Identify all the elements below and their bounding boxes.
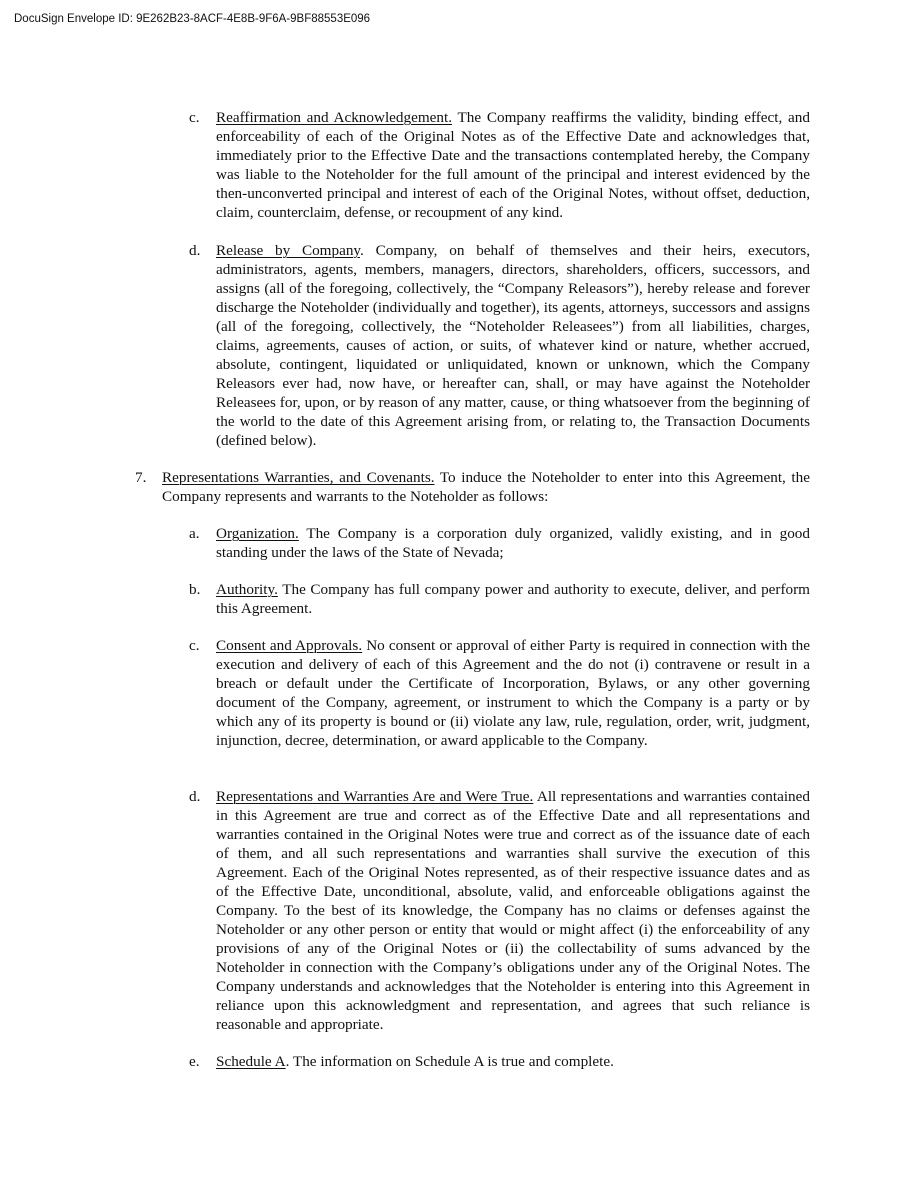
list-marker: d. (189, 242, 201, 259)
clause-body: . The information on Schedule A is true and complete. (285, 1053, 614, 1070)
section-7d-representations-true (189, 787, 810, 1034)
section-7e-schedule-a (189, 1052, 810, 1071)
clause-heading: Release by Company (216, 242, 361, 259)
section-6c-reaffirmation (189, 108, 810, 222)
clause-heading: Schedule A (216, 1053, 286, 1070)
list-marker: d. (189, 788, 201, 805)
clause-body: The Company reaffirms the validity, binding effect, and enforceability of each of the Original Notes as of the Effective Date and acknowledges that, immediately prior to the Effective Date and the transactions contemplated hereby, the Company was liable to the Noteholder for the full amount of the principal and interest evidenced by the then-unconverted principal and interest of each of the Original Notes, without offset, deduction, claim, counterclaim, defense, or recoupment of any kind. (216, 109, 810, 221)
clause-body: . Company, on behalf of themselves and their heirs, executors, administrators, agents, members, managers, directors, shareholders, officers, successors, and assigns (all of the foregoing, collectively, the “Company Releasors”), hereby release and forever discharge the Noteholder (individually and together), its agents, attorneys, successors and assigns (all of the foregoing, collectively, the “Noteholder Releasees”) from all liabilities, charges, claims, agreements, causes of action, or suits, of whatever kind or nature, whether accrued, absolute, contingent, liquidated or unliquidated, known or unknown, which the Company Releasors ever had, now have, or hereafter can, shall, or may have against the Noteholder Releasees for, upon, or by reason of any matter, cause, or thing whatsoever from the beginning of the world to the date of this Agreement arising from, or relating to, the Transaction Documents (defined below). (216, 242, 810, 449)
clause-heading: Authority. (216, 581, 278, 598)
clause-heading: Consent and Approvals. (216, 637, 363, 654)
clause-heading: Organization. (216, 525, 299, 542)
list-marker: c. (189, 109, 200, 126)
section-7-representations (135, 468, 810, 506)
section-body: To induce the Noteholder to enter into this Agreement, the Company represents and warrants to the Noteholder as follows: (162, 469, 810, 505)
clause-body: All representations and warranties contained in this Agreement are true and correct as of the Effective Date and all representations and warranties contained in the Original Notes were true and correct as of the issuance date of each of them, and all such representations and warranties shall survive the execution of this Agreement. Each of the Original Notes represented, as of their respective issuance dates and as of the Effective Date, unconditional, absolute, valid, and enforceable obligations against the Company. To the best of its knowledge, the Company has no claims or defenses against the Noteholder or any other person or entity that would or might affect (i) the enforceability of any provisions of any of the Original Notes or (ii) the collectability of sums advanced by the Noteholder in connection with the Company’s obligations under any of the Original Notes. The Company understands and acknowledges that the Noteholder is entering into this Agreement in reliance upon this acknowledgment and representation, and agrees that such reliance is reasonable and appropriate. (216, 788, 810, 1033)
section-7b-authority (189, 580, 810, 618)
section-7a-organization (189, 524, 810, 562)
section-6d-release-by-company (189, 241, 810, 450)
list-marker: a. (189, 525, 200, 542)
clause-body: The Company has full company power and authority to execute, deliver, and perform this Agreement. (216, 581, 810, 617)
section-7c-consent-and-approvals (189, 636, 810, 750)
section-number: 7. (135, 469, 147, 486)
clause-body: No consent or approval of either Party is required in connection with the execution and delivery of each of this Agreement and the do not (i) contravene or result in a breach or default under the Certificate of Incorporation, Bylaws, or any other governing document of the Company, agreement, or instrument to which the Company is a party or by which any of its property is bound or (ii) violate any law, rule, regulation, order, writ, judgment, injunction, decree, determination, or award applicable to the Company. (216, 637, 810, 749)
list-marker: b. (189, 581, 201, 598)
clause-heading: Representations and Warranties Are and Were True. (216, 788, 534, 805)
list-marker: e. (189, 1053, 200, 1070)
clause-body: The Company is a corporation duly organized, validly existing, and in good standing under the laws of the State of Nevada; (216, 525, 810, 561)
clause-heading: Reaffirmation and Acknowledgement. (216, 109, 453, 126)
list-marker: c. (189, 637, 200, 654)
section-heading: Representations Warranties, and Covenants. (162, 469, 435, 486)
docusign-envelope-id: DocuSign Envelope ID: 9E262B23-8ACF-4E8B-9F6A-9BF88553E096 (14, 13, 371, 25)
